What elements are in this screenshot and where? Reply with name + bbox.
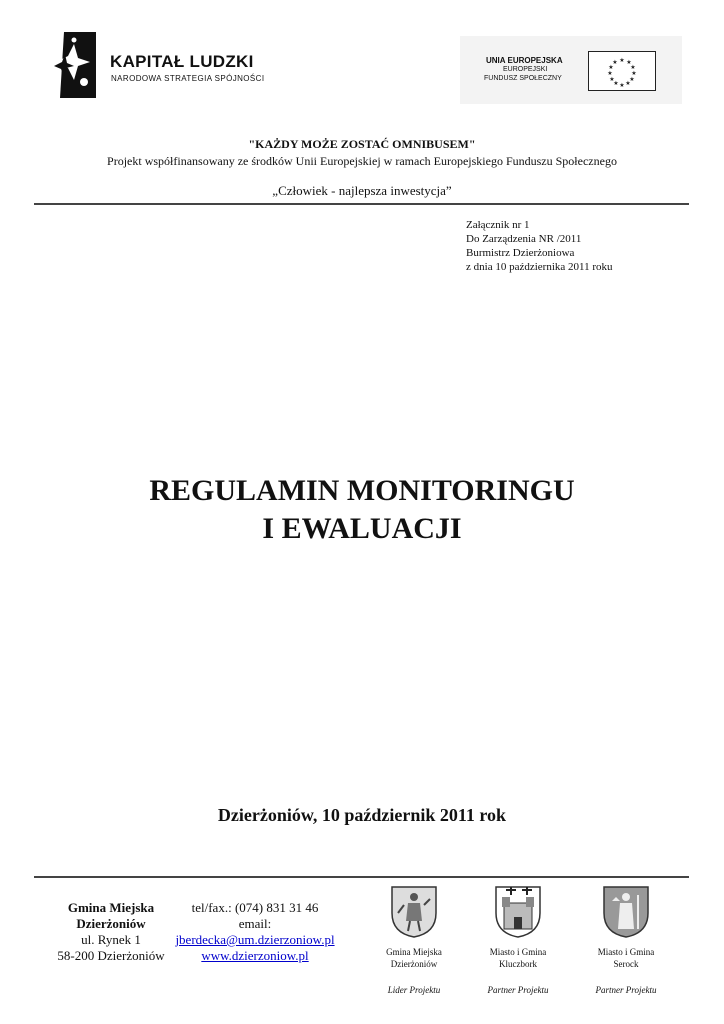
kapital-ludzki-title: KAPITAŁ LUDZKI <box>110 52 254 71</box>
annex-order: Do Zarządzenia NR /2011 <box>466 233 582 245</box>
contact-phone: tel/fax.: (074) 831 31 46 <box>191 900 319 915</box>
kluczbork-crest-icon <box>490 883 546 939</box>
partner1-name-line2: Dzierżoniów <box>390 959 438 969</box>
partner2-role: Partner Projektu <box>487 985 549 995</box>
partner1-role: Lider Projektu <box>387 985 441 995</box>
email-link[interactable]: jberdecka@um.dzierzoniow.pl <box>175 932 335 947</box>
dzierzoniow-crest-icon <box>386 883 442 939</box>
annex-number: Załącznik nr 1 <box>466 219 530 231</box>
kapital-ludzki-subtitle: NARODOWA STRATEGIA SPÓJNOŚCI <box>111 74 265 83</box>
svg-text:★: ★ <box>631 70 637 77</box>
partner2-name-line2: Kluczbork <box>499 959 537 969</box>
project-title: "KAŻDY MOŻE ZOSTAĆ OMNIBUSEM" <box>248 137 476 151</box>
address-street: ul. Rynek 1 <box>81 932 141 947</box>
eu-name: UNIA EUROPEJSKA <box>486 56 563 65</box>
address-name-line1: Gmina Miejska <box>67 900 155 915</box>
svg-text:★: ★ <box>619 82 625 89</box>
annex-date: z dnia 10 października 2011 roku <box>466 261 613 273</box>
partner2-name-line1: Miasto i Gmina <box>489 947 547 957</box>
eu-fund-line2: FUNDUSZ SPOŁECZNY <box>484 75 562 82</box>
annex-authority: Burmistrz Dzierżoniowa <box>466 247 575 259</box>
kapital-ludzki-logo-icon <box>54 32 96 98</box>
svg-text:★: ★ <box>625 80 631 87</box>
eu-flag-icon <box>588 51 656 91</box>
svg-text:★: ★ <box>609 76 615 83</box>
document-title-line2: I EWALUACJI <box>262 512 462 545</box>
partner3-name-line2: Serock <box>613 959 639 969</box>
partner3-name-line1: Miasto i Gmina <box>597 947 655 957</box>
svg-text:★: ★ <box>612 59 618 66</box>
address-city: 58-200 Dzierżoniów <box>57 948 165 963</box>
document-title-line1: REGULAMIN MONITORINGU <box>149 474 575 507</box>
cofinancing-note: Projekt współfinansowany ze środków Unii Europejskiej w ramach Europejskiego Funduszu Społecznego <box>107 154 617 168</box>
project-motto: „Człowiek - najlepsza inwestycja” <box>272 183 452 198</box>
svg-text:★: ★ <box>607 70 613 77</box>
svg-text:★: ★ <box>608 64 614 71</box>
eu-fund-line1: EUROPEJSKI <box>503 66 548 73</box>
footer-divider <box>34 876 689 878</box>
header-divider <box>34 203 689 205</box>
partner-dzierzoniow <box>359 883 469 996</box>
partner3-role: Partner Projektu <box>595 985 657 995</box>
website-link[interactable]: www.dzierzoniow.pl <box>201 948 309 963</box>
place-and-date: Dzierżoniów, 10 październik 2011 rok <box>217 805 507 825</box>
contact-email-label: email: <box>238 916 272 931</box>
svg-text:★: ★ <box>630 64 636 71</box>
partner-serock <box>571 883 681 996</box>
footer-contact <box>160 900 350 964</box>
svg-text:★: ★ <box>629 76 635 83</box>
address-name-line2: Dzierżoniów <box>76 916 146 931</box>
svg-text:★: ★ <box>626 59 632 66</box>
partner-kluczbork <box>463 883 573 996</box>
serock-crest-icon <box>598 883 654 939</box>
partner1-name-line1: Gmina Miejska <box>386 947 442 957</box>
svg-text:★: ★ <box>613 80 619 87</box>
svg-text:★: ★ <box>619 57 625 64</box>
